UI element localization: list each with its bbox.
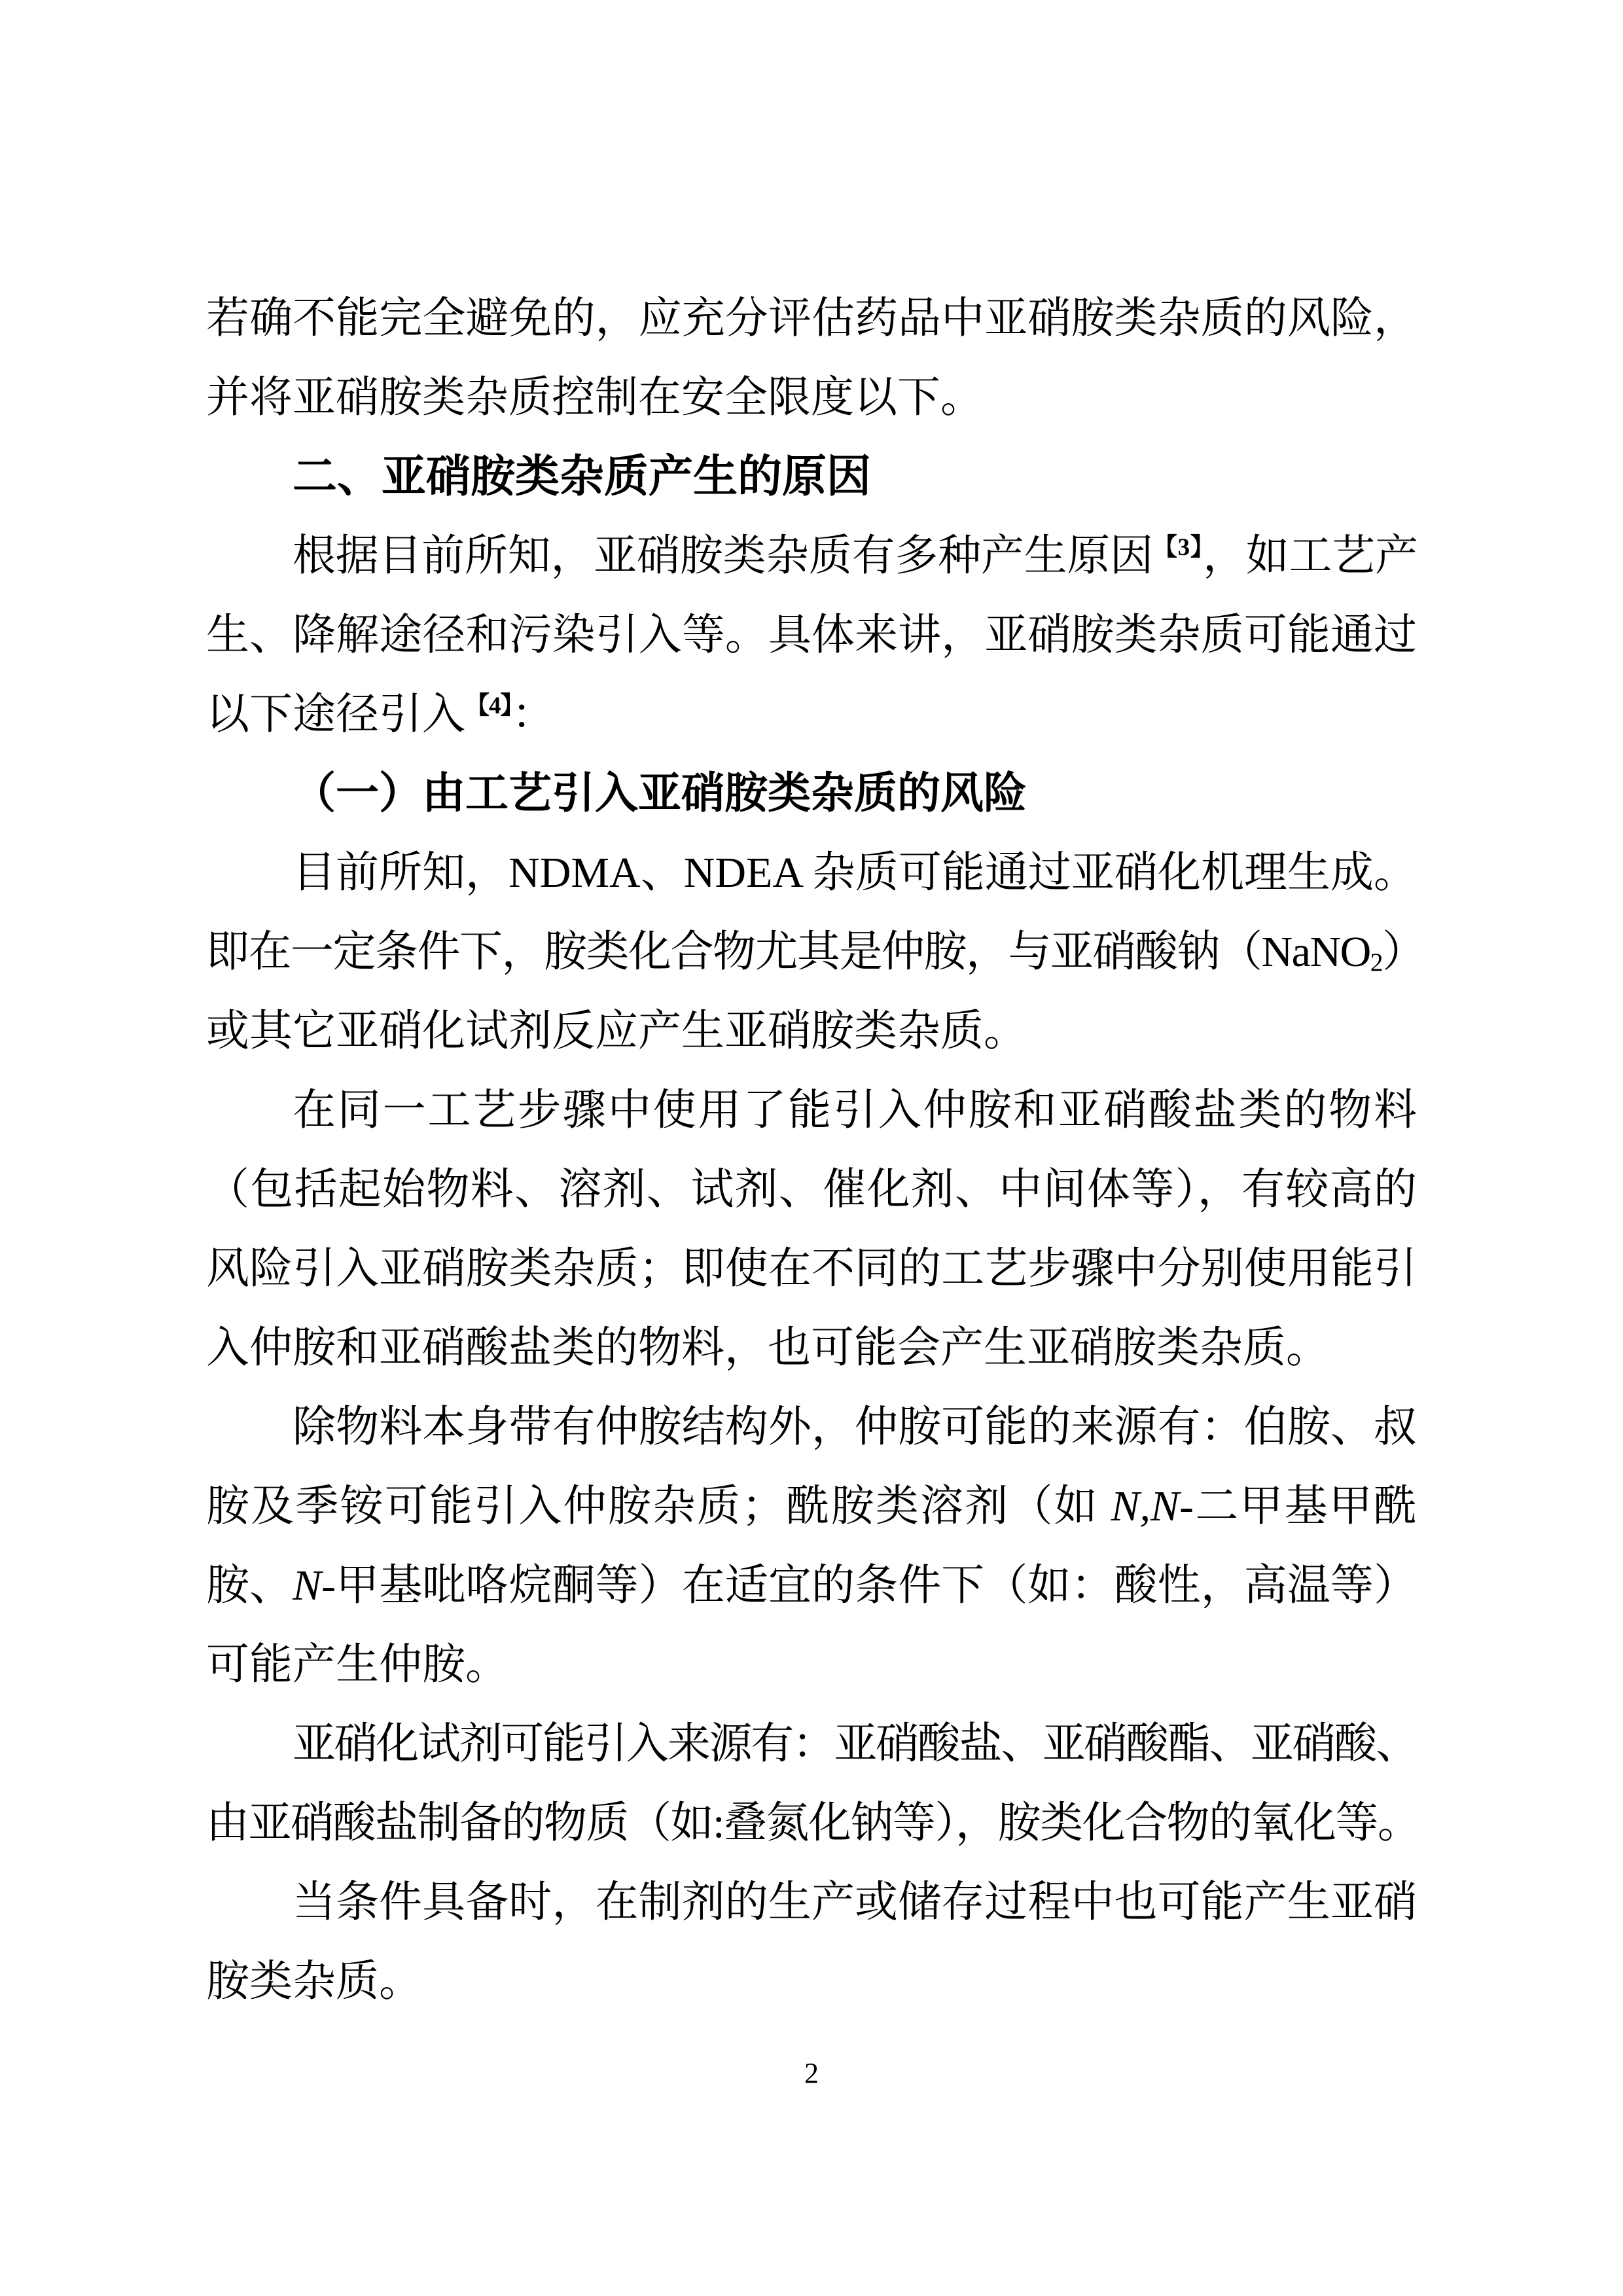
subscript-2: 2 [1370,948,1383,977]
footnote-ref-3: 【3】 [1152,533,1204,561]
body-line [206,1467,1417,1546]
chemical-name-italic: N- [293,1562,336,1609]
body-line: 亚硝化试剂可能引入来源有：亚硝酸盐、亚硝酸酯、亚硝酸、 [293,1720,1417,1768]
body-text: 胺、 [206,1562,293,1609]
body-line: 当条件具备时，在制剂的生产或储存过程中也可能产生亚硝 [293,1878,1417,1926]
body-line: 若确不能完全避免的，应充分评估药品中亚硝胺类杂质的风险， [206,295,1417,342]
body-text: ，如工艺产 [1203,532,1418,580]
subsection-heading-1: （一）由工艺引入亚硝胺类杂质的风险 [293,770,1027,817]
body-line: 胺类杂质。 [206,1958,422,2005]
body-line: 除物料本身带有仲胺结构外，仲胺可能的来源有：伯胺、叔 [293,1403,1417,1451]
body-text: 以下途径引入 [206,691,465,738]
footnote-ref-4: 【4】 [465,692,512,719]
body-line: 生、降解途径和污染引入等。具体来讲，亚硝胺类杂质可能通过 [206,611,1417,659]
body-line: 在同一工艺步骤中使用了能引入仲胺和亚硝酸盐类的物料 [293,1086,1417,1134]
body-line [206,912,1425,992]
body-line: 或其它亚硝化试剂反应产生亚硝胺类杂质。 [206,1007,1027,1055]
body-text: 胺及季铵可能引入仲胺杂质；酰胺类溶剂（如 [206,1482,1111,1530]
body-text: 即在一定条件下，胺类化合物尤其是仲胺，与亚硝酸钠（NaNO [206,928,1370,976]
body-line: 风险引入亚硝胺类杂质；即使在不同的工艺步骤中分别使用能引 [206,1245,1417,1293]
body-text: 二甲基甲酰 [1194,1482,1418,1530]
document-body [206,279,1425,2021]
body-line: （包括起始物料、溶剂、试剂、催化剂、中间体等），有较高的 [206,1166,1417,1213]
page-number: 2 [804,2057,819,2089]
body-line: 目前所知，NDMA、NDEA 杂质可能通过亚硝化机理生成。 [293,849,1417,897]
body-text: ） [1382,928,1425,976]
section-heading-2: 二、亚硝胺类杂质产生的原因 [293,452,872,501]
body-line: 可能产生仲胺。 [206,1641,508,1689]
body-line [206,1546,1417,1625]
body-text: ： [511,691,555,738]
body-line: 由亚硝酸盐制备的物质（如:叠氮化钠等），胺类化合物的氧化等。 [206,1799,1417,1847]
chemical-name-italic: N,N- [1111,1482,1194,1530]
body-line: 入仲胺和亚硝酸盐类的物料，也可能会产生亚硝胺类杂质。 [206,1324,1329,1372]
body-line [206,675,1417,754]
body-line [206,516,1417,596]
body-line: 并将亚硝胺类杂质控制在安全限度以下。 [206,374,984,422]
body-text: 甲基吡咯烷酮等）在适宜的条件下（如：酸性，高温等） [336,1562,1418,1609]
body-text: 根据目前所知，亚硝胺类杂质有多种产生原因 [293,532,1153,580]
